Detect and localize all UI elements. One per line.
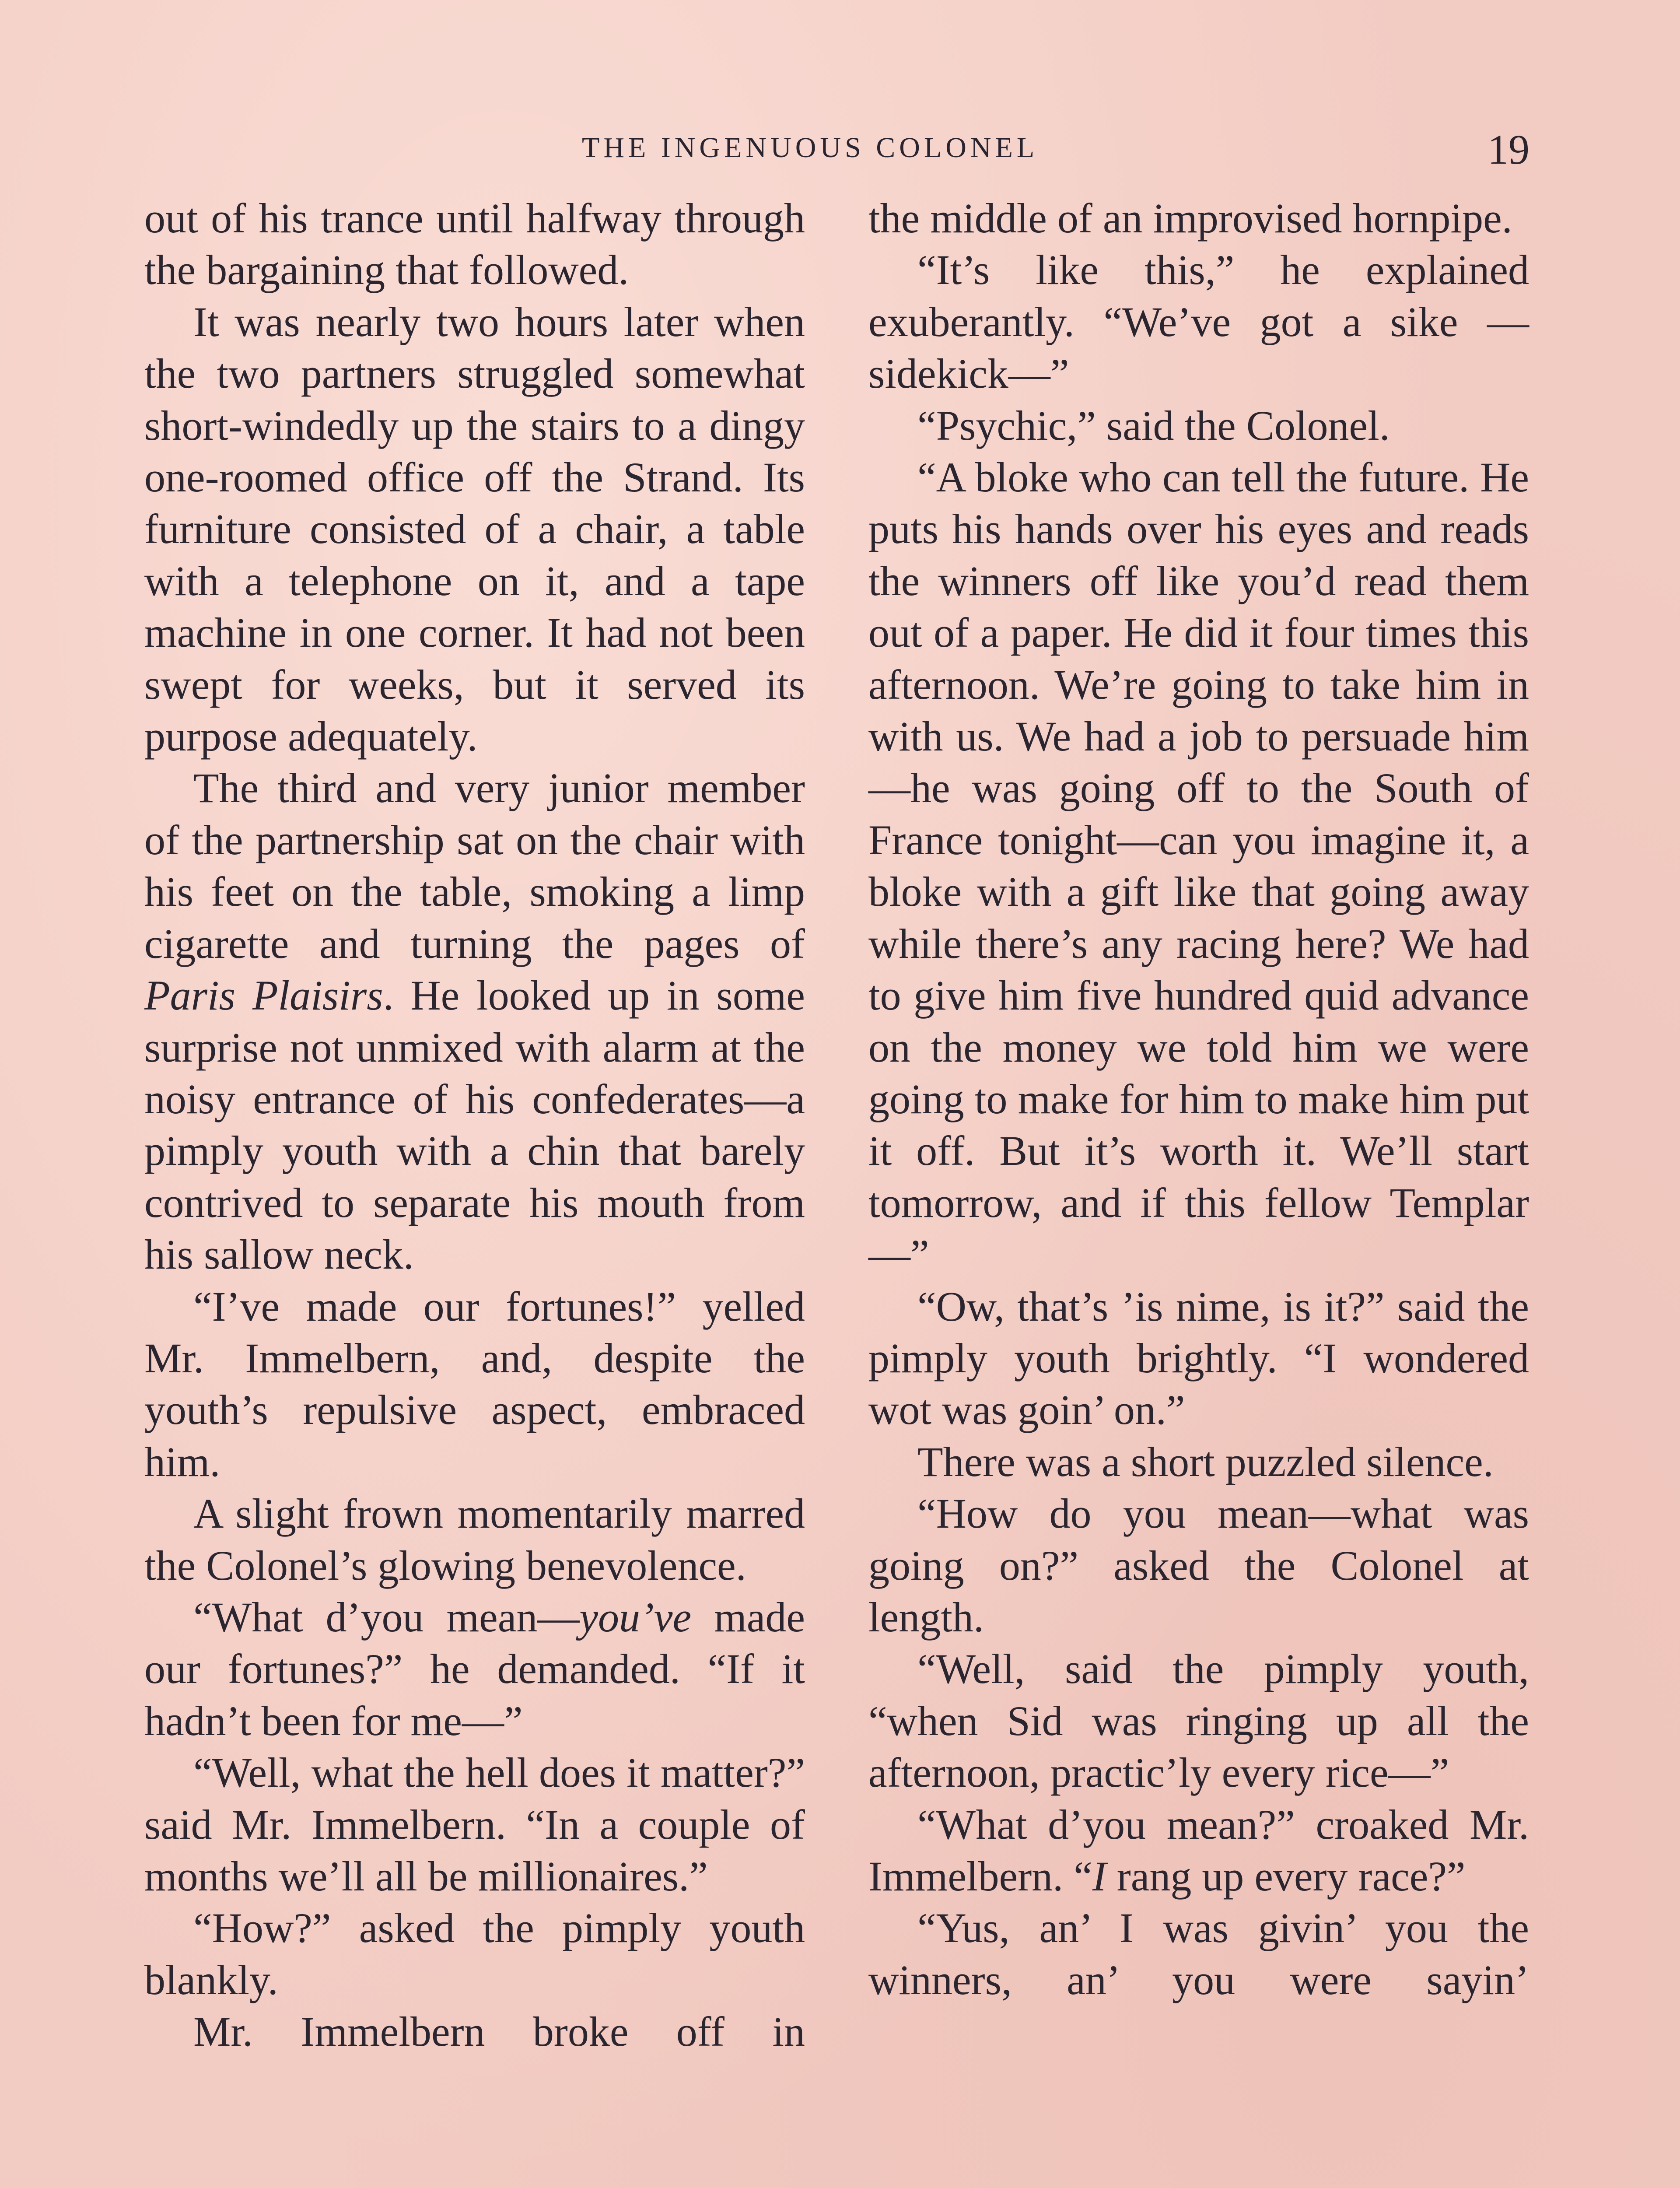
paragraph (868, 400, 1529, 452)
paragraph-text: “What d’you mean?” croaked Mr. Immelbern. “ (868, 1801, 1529, 1900)
paragraph-text: There was a short puzzled silence. (917, 1438, 1494, 1485)
paragraph (868, 1281, 1529, 1436)
paragraph-text: “How do you mean—what was going on?” asked the Colonel at length. (868, 1490, 1529, 1641)
paragraph (144, 296, 805, 763)
paragraph-text: “A bloke who can tell the future. He puts his hands over his eyes and reads the winners off like you’d read them out of a paper. He did it four times this afternoon. We’re going to take him in with us. We had a job to persuade him—he was going off to the South of France tonight—can you imagine it, a bloke with a gift like that going away while there’s any racing here? We had to give him five hundred quid advance on the money we told him we were going to make for him to make him put it off. But it’s worth it. We’ll start tomorrow, and if this fellow Templar—” (868, 454, 1529, 1278)
italic-text: you’ve (579, 1593, 692, 1641)
running-title: THE INGENUOUS COLONEL (582, 132, 1039, 164)
paragraph-text: “What d’you mean— (193, 1593, 580, 1641)
paragraph-text: . He looked up in some surprise not unmixed with alarm at the noisy entrance of his confederates—a pimply youth with a chin that barely contrived to separate his mouth from his sallow neck. (144, 972, 805, 1278)
paragraph (868, 1902, 1529, 2006)
italic-text: I (1092, 1853, 1106, 1900)
paragraph-text: made our fortunes?” he demanded. “If it hadn’t been for me—” (144, 1593, 805, 1744)
paragraph-text: It was nearly two hours later when the two partners struggled somewhat short-windedly up the stairs to a dingy one-roomed office off the Strand. Its furniture consisted of a chair, a table with a telephone on it, and a tape machine in one corner. It had not been swept for weeks, but it served its purpose adequately. (144, 298, 805, 760)
paragraph (868, 1643, 1529, 1799)
paragraph-text: The third and very junior member of the partnership sat on the chair with his feet on the table, smoking a limp cigarette and turning the pages of (144, 764, 805, 967)
italic-text: Paris Plaisirs (144, 972, 383, 1019)
paragraph-text: “Psychic,” said the Colonel. (917, 402, 1390, 449)
left-text-column (144, 193, 805, 2058)
page-number: 19 (1488, 126, 1530, 173)
paragraph-text: “I’ve made our fortunes!” yelled Mr. Immelbern, and, despite the youth’s repulsive aspect, embraced him. (144, 1283, 805, 1485)
paragraph (868, 193, 1529, 244)
paragraph (868, 1488, 1529, 1643)
paragraph-text: “How?” asked the pimply youth blankly. (144, 1904, 805, 2003)
paragraph-text: “Yus, an’ I was givin’ you the winners, an’ you were sayin’ (868, 1904, 1529, 2003)
paragraph-text: A slight frown momentarily marred the Colonel’s glowing benevolence. (144, 1490, 805, 1589)
paragraph (144, 762, 805, 1280)
paragraph-text: “Well, what the hell does it matter?” said Mr. Immelbern. “In a couple of months we’ll all be millionaires.” (144, 1749, 805, 1900)
paragraph-text: “Ow, that’s ’is nime, is it?” said the pimply youth brightly. “I wondered wot was goin’ on.” (868, 1283, 1529, 1434)
right-text-column (868, 193, 1529, 2006)
paragraph-text: out of his trance until halfway through the bargaining that followed. (144, 195, 805, 294)
paragraph (144, 193, 805, 296)
paragraph (868, 452, 1529, 1281)
paragraph (144, 1488, 805, 1592)
paragraph-text: “It’s like this,” he explained exuberantly. “We’ve got a sike —sidekick—” (868, 246, 1529, 397)
paragraph-text: rang up every race?” (1106, 1853, 1466, 1900)
paragraph-text: “Well, said the pimply youth, “when Sid was ringing up all the afternoon, practic’ly every rice—” (868, 1645, 1529, 1796)
paragraph (868, 1436, 1529, 1488)
paragraph (144, 1902, 805, 2006)
paragraph-text: the middle of an improvised hornpipe. (868, 195, 1512, 242)
paragraph-text: Mr. Immelbern broke off in (193, 2008, 805, 2055)
paragraph (144, 1592, 805, 1747)
paragraph (144, 1747, 805, 1902)
paragraph (144, 1281, 805, 1488)
paragraph (144, 2006, 805, 2058)
paragraph (868, 1799, 1529, 1903)
paragraph (868, 244, 1529, 400)
